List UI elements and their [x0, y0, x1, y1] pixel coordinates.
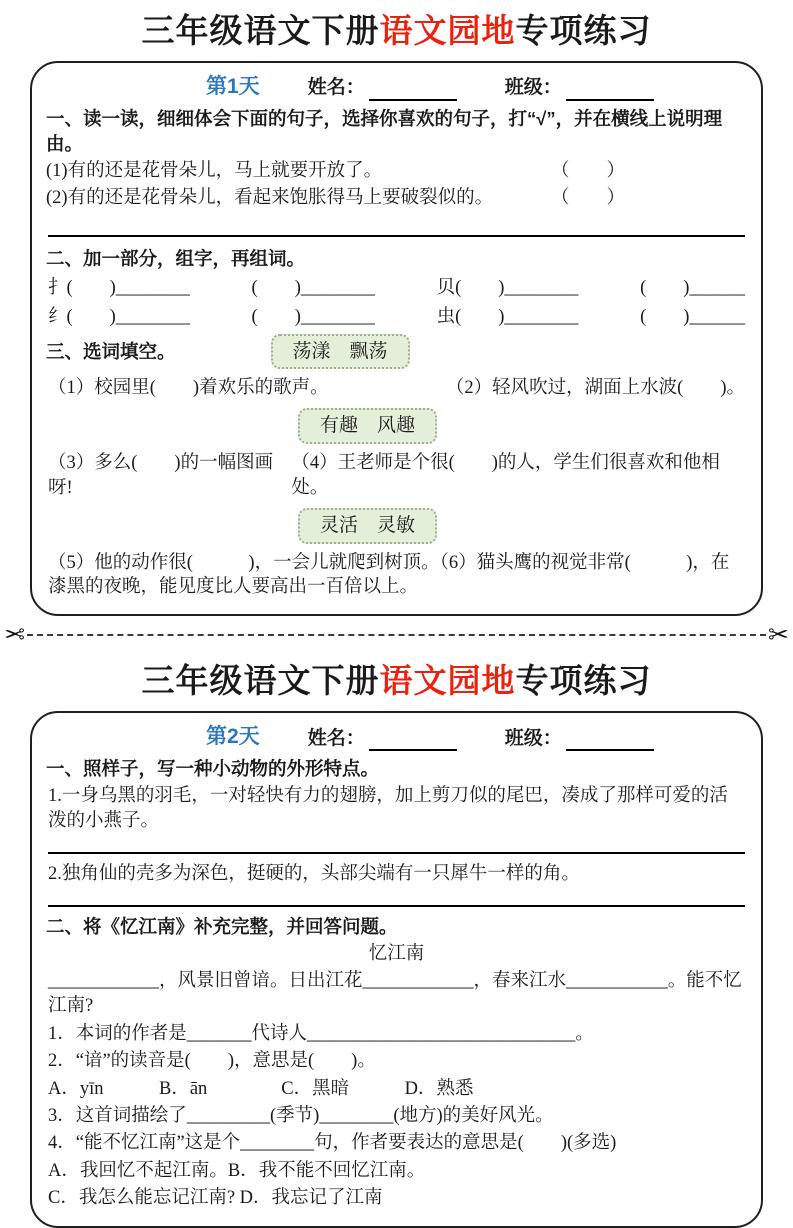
title-suffix: 专项练习: [515, 14, 652, 50]
word-bank-2: 有趣 风趣: [298, 408, 437, 444]
name-blank[interactable]: [369, 81, 457, 101]
fill-row-2: [48, 451, 745, 501]
name-label: 姓名：: [307, 77, 365, 99]
day1-q2-title: 二、加一部分，组字，再组词。: [46, 247, 306, 269]
day2-q2-options-ab[interactable]: A．我回忆不起江南。B．我不能不回忆江南。: [48, 1160, 426, 1181]
radical-cell[interactable]: ( )________: [251, 306, 375, 327]
word-bank-1: 荡漾 飘荡: [271, 334, 410, 370]
scissors-icon-right: ✂: [768, 621, 789, 649]
page-title-2: [0, 660, 793, 705]
fill-item-2[interactable]: （2）轻风吹过，湖面上水波( )。: [445, 378, 745, 399]
day2-q2-item-1[interactable]: 1．本词的作者是_______代诗人_____________________________。: [48, 1023, 594, 1044]
answer-parens[interactable]: （ ）: [551, 187, 626, 208]
day2-q2-options-row[interactable]: A．yīn B．ān C．黑暗 D．熟悉: [48, 1078, 474, 1099]
title-prefix: 三年级语文下册: [141, 14, 380, 50]
fill-item-3[interactable]: （3）多么( )的一幅图画呀!: [48, 452, 274, 498]
cut-line: [4, 620, 789, 650]
day2-q1-item2: 2.独角仙的壳多为深色，挺硬的，头部尖端有一只犀牛一样的角。: [48, 864, 580, 885]
day2-day-label: 第2天: [206, 724, 260, 748]
fill-row-1: [48, 376, 745, 401]
sentence-text: (1)有的还是花骨朵儿，马上就要开放了。: [46, 160, 383, 181]
radical-row-2: [48, 305, 745, 330]
name-label: 姓名：: [307, 727, 365, 749]
day2-class-field: [505, 726, 654, 752]
day2-q2-item-2[interactable]: 2．“谙”的读音是( )，意思是( )。: [48, 1051, 376, 1072]
day1-q3-title-row: [46, 334, 747, 370]
day1-q1-item2: [46, 186, 747, 211]
day1-q3-title: 三、选词填空。: [46, 341, 176, 362]
radical-cell[interactable]: ( )______: [640, 277, 745, 298]
day1-header: [46, 73, 747, 101]
day1-name-field: [308, 75, 457, 101]
radical-row-1: [48, 276, 745, 301]
day2-sheet: [0, 660, 793, 1227]
title-suffix: 专项练习: [515, 664, 652, 701]
day2-box: [30, 711, 763, 1228]
day2-q1-title: 一、照样子，写一种小动物的外形特点。: [46, 758, 380, 780]
radical-cell[interactable]: 虫( )________: [436, 306, 579, 327]
fill-item-4[interactable]: （4）王老师是个很( )的人，学生们很喜欢和他相处。: [291, 452, 720, 498]
class-blank[interactable]: [566, 731, 654, 751]
fill-item-5-6[interactable]: （5）他的动作很( )，一会儿就爬到树顶。（6）猫头鹰的视觉非常( )，在漆黑的夜晚，能见度比人要高出一百倍以上。: [48, 552, 730, 598]
word-bank-3-row: [298, 508, 747, 544]
radical-cell[interactable]: ( )______: [640, 306, 745, 327]
sentence-text: (2)有的还是花骨朵儿，看起来饱胀得马上要破裂似的。: [46, 187, 494, 208]
title-prefix: 三年级语文下册: [141, 664, 380, 701]
day1-class-field: [505, 75, 654, 101]
write-answer-line-2[interactable]: [48, 897, 745, 907]
scissors-icon-left: ✂: [4, 621, 25, 649]
radical-cell[interactable]: 纟( )________: [48, 306, 190, 327]
worksheet-page: [0, 10, 793, 1228]
day1-day-label: 第1天: [206, 74, 260, 98]
title-highlight: 语文园地: [379, 14, 516, 50]
poem-fill-line[interactable]: ____________，风景旧曾谙。日出江花____________，春来江水___________。能不忆江南?: [48, 971, 742, 1017]
name-blank[interactable]: [369, 731, 457, 751]
day2-q2-item-4[interactable]: 4．“能不忆江南”这是个________句，作者要表达的意思是( )(多选): [48, 1133, 617, 1154]
word-bank-3: 灵活 灵敏: [298, 508, 437, 544]
class-blank[interactable]: [566, 81, 654, 101]
radical-cell[interactable]: 贝( )________: [436, 277, 579, 298]
fill-item-1[interactable]: （1）校园里( )着欢乐的歌声。: [48, 378, 329, 399]
write-answer-line-1[interactable]: [48, 844, 745, 854]
reason-answer-line[interactable]: [48, 223, 745, 237]
day2-header: [46, 723, 747, 751]
poem-title: 忆江南: [368, 944, 425, 965]
day1-q1-title: 一、读一读，细细体会下面的句子，选择你喜欢的句子，打“√”，并在横线上说明理由。: [46, 107, 723, 154]
day2-q2-item-3[interactable]: 3．这首词描绘了_________(季节)________(地方)的美好风光。: [48, 1105, 554, 1126]
class-label: 班级：: [504, 77, 562, 99]
radical-cell[interactable]: 扌( )________: [48, 277, 190, 298]
answer-parens[interactable]: （ ）: [551, 160, 626, 181]
day1-box: [30, 61, 763, 617]
day2-q2-options-cd[interactable]: C．我怎么能忘记江南? D．我忘记了江南: [48, 1188, 383, 1209]
page-title: [0, 10, 793, 55]
title-highlight: 语文园地: [379, 664, 516, 701]
day1-q1-item1: [46, 159, 747, 184]
day2-name-field: [308, 726, 457, 752]
class-label: 班级：: [504, 727, 562, 749]
day1-sheet: [0, 10, 793, 616]
word-bank-2-row: [298, 408, 747, 444]
cut-dash-line: [27, 634, 766, 636]
day2-q1-example: 1.一身乌黑的羽毛，一对轻快有力的翅膀，加上剪刀似的尾巴，凑成了那样可爱的活泼的小燕子。: [48, 786, 728, 832]
day2-q2-title: 二、将《忆江南》补充完整，并回答问题。: [46, 916, 398, 938]
radical-cell[interactable]: ( )________: [251, 277, 375, 298]
